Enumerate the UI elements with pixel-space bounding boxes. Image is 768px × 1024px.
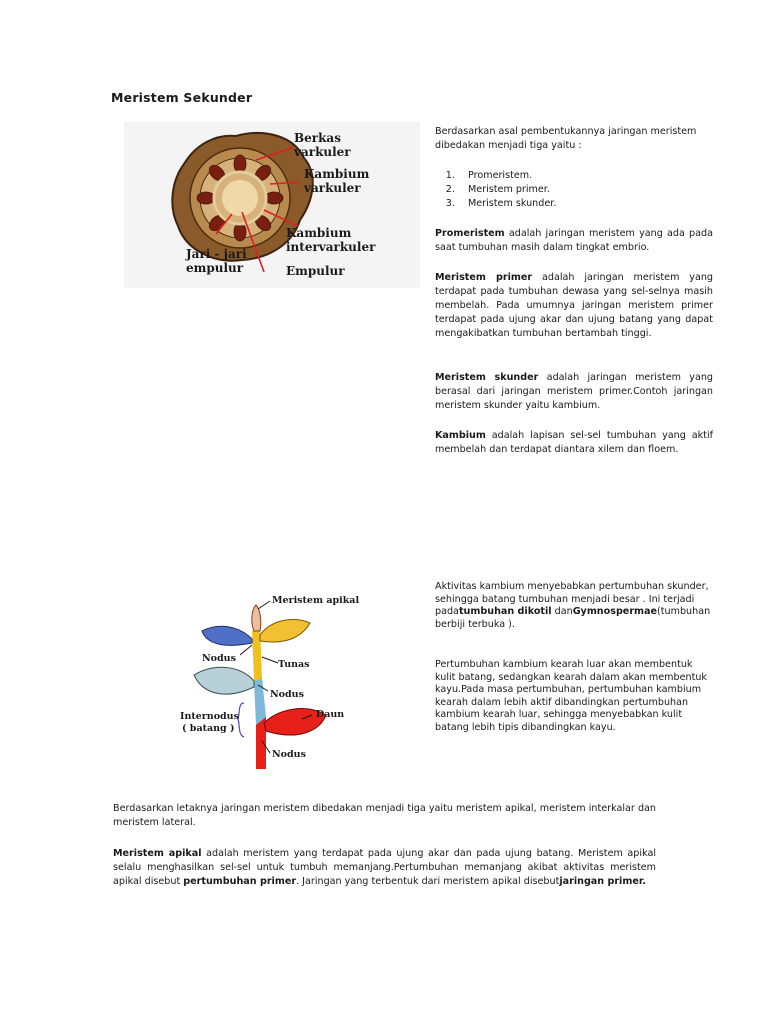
label-jari-2: empulur xyxy=(186,261,244,275)
stem-blue xyxy=(254,677,266,725)
term-promeristem: Promeristem xyxy=(435,228,505,239)
label-meristem-apikal: Meristem apikal xyxy=(272,595,360,606)
label-tunas: Tunas xyxy=(278,659,310,670)
apikal-text-1: adalah meristem yang terdapat pada ujung akar dan pada ujung batang. Meristem apikal selalu menghasilkan sel-sel untuk tumbuh memanjang.Pertumbuhan memanjang akibat aktivitas meristem apikal disebut xyxy=(113,848,656,887)
leaf-grey xyxy=(194,667,254,694)
apical-bud xyxy=(252,605,261,631)
apikal-text-2: . Jaringan yang terbentuk dari meristem apikal disebut xyxy=(296,876,560,887)
label-nodus-top: Nodus xyxy=(202,653,236,664)
term-tumbuhan-dikotil: tumbuhan dikotil xyxy=(458,606,552,618)
label-daun: Daun xyxy=(316,709,345,720)
label-berkas-2: varkuler xyxy=(294,145,351,159)
meristem-skunder-paragraph xyxy=(435,371,713,413)
label-inter-1: Kambium xyxy=(286,226,352,240)
plant-growth-figure xyxy=(174,585,364,775)
label-berkas-1: Berkas xyxy=(294,131,341,145)
meristem-primer-paragraph xyxy=(435,271,713,341)
label-nodus-mid: Nodus xyxy=(270,689,304,700)
term-meristem-primer: Meristem primer xyxy=(435,272,533,283)
label-internodus-2: ( batang ) xyxy=(182,723,235,734)
promeristem-paragraph xyxy=(435,227,713,255)
meristem-skunder-text: adalah jaringan meristem yang berasal dari jaringan meristem primer.Contoh jaringan meristem skunder yaitu kambium. xyxy=(435,372,714,411)
label-nodus-bottom: Nodus xyxy=(272,749,306,760)
term-meristem-skunder: Meristem skunder xyxy=(435,372,539,383)
label-jari-1: Jari - jari xyxy=(186,247,247,261)
aktivitas-text-c: dan xyxy=(551,606,573,618)
kambium-paragraph xyxy=(435,429,713,457)
promeristem-text: adalah jaringan meristem yang ada pada saat tumbuhan masih dalam tingkat embrio. xyxy=(435,228,713,253)
stem-cross-section-figure xyxy=(124,122,420,288)
term-kambium: Kambium xyxy=(435,430,486,441)
label-inter-2: intervarkuler xyxy=(286,240,376,254)
label-kambium-2: varkuler xyxy=(304,181,361,195)
term-jaringan-primer: jaringan primer. xyxy=(559,876,646,887)
aktivitas-text-e: (tumbuhan berbiji terbuka ). xyxy=(435,606,711,630)
list-item: 1. Promeristem. xyxy=(458,169,708,183)
letak-paragraph: Berdasarkan letaknya jaringan meristem dibedakan menjadi tiga yaitu meristem apikal, meristem interkalar dan meristem lateral. xyxy=(113,803,656,828)
list-item: 2. Meristem primer. xyxy=(458,183,708,197)
aktivitas-paragraph xyxy=(435,581,715,631)
pertumbuhan-paragraph: Pertumbuhan kambium kearah luar akan membentuk kulit batang, sedangkan kearah dalam akan membentuk kayu.Pada masa pertumbuhan, pertumbuhan kambium kearah dalam lebih aktif dibandingkan pertumbuhan kambium kearah luar, sehingga menyebabkan kulit batang lebih tipis dibandingkan kayu. xyxy=(435,659,707,733)
meristem-type-list xyxy=(438,169,708,211)
aktivitas-text-a: Aktivitas kambium menyebabkan pertumbuhan skunder, sehingga batang tumbuhan menjadi besar . Ini terjadi pada xyxy=(435,581,709,618)
label-internodus-1: Internodus xyxy=(180,711,239,722)
intro-paragraph: Berdasarkan asal pembentukannya jaringan meristem dibedakan menjadi tiga yaitu : xyxy=(435,126,697,151)
label-kambium-1: Kambium xyxy=(304,167,370,181)
label-empulur: Empulur xyxy=(286,264,345,278)
page-title: Meristem Sekunder xyxy=(111,90,253,105)
kambium-text: adalah lapisan sel-sel tumbuhan yang aktif membelah dan terdapat diantara xilem dan floem. xyxy=(435,430,713,455)
meristem-primer-text: adalah jaringan meristem yang terdapat pada tumbuhan dewasa yang sel-selnya masih membelah. Pada umumnya jaringan meristem primer terdapat pada ujung akar dan ujung batang yang dapat mengakibatkan tumbuhan bertambah tinggi. xyxy=(435,272,714,339)
meristem-apikal-paragraph xyxy=(113,847,656,889)
leaf-yellow xyxy=(260,619,310,642)
term-gymnospermae: Gymnospermae xyxy=(572,606,658,618)
term-meristem-apikal: Meristem apikal xyxy=(113,848,202,859)
list-item: 3. Meristem skunder. xyxy=(458,197,708,211)
term-pertumbuhan-primer: pertumbuhan primer xyxy=(183,876,297,887)
leaf-blue-purple xyxy=(202,626,252,645)
